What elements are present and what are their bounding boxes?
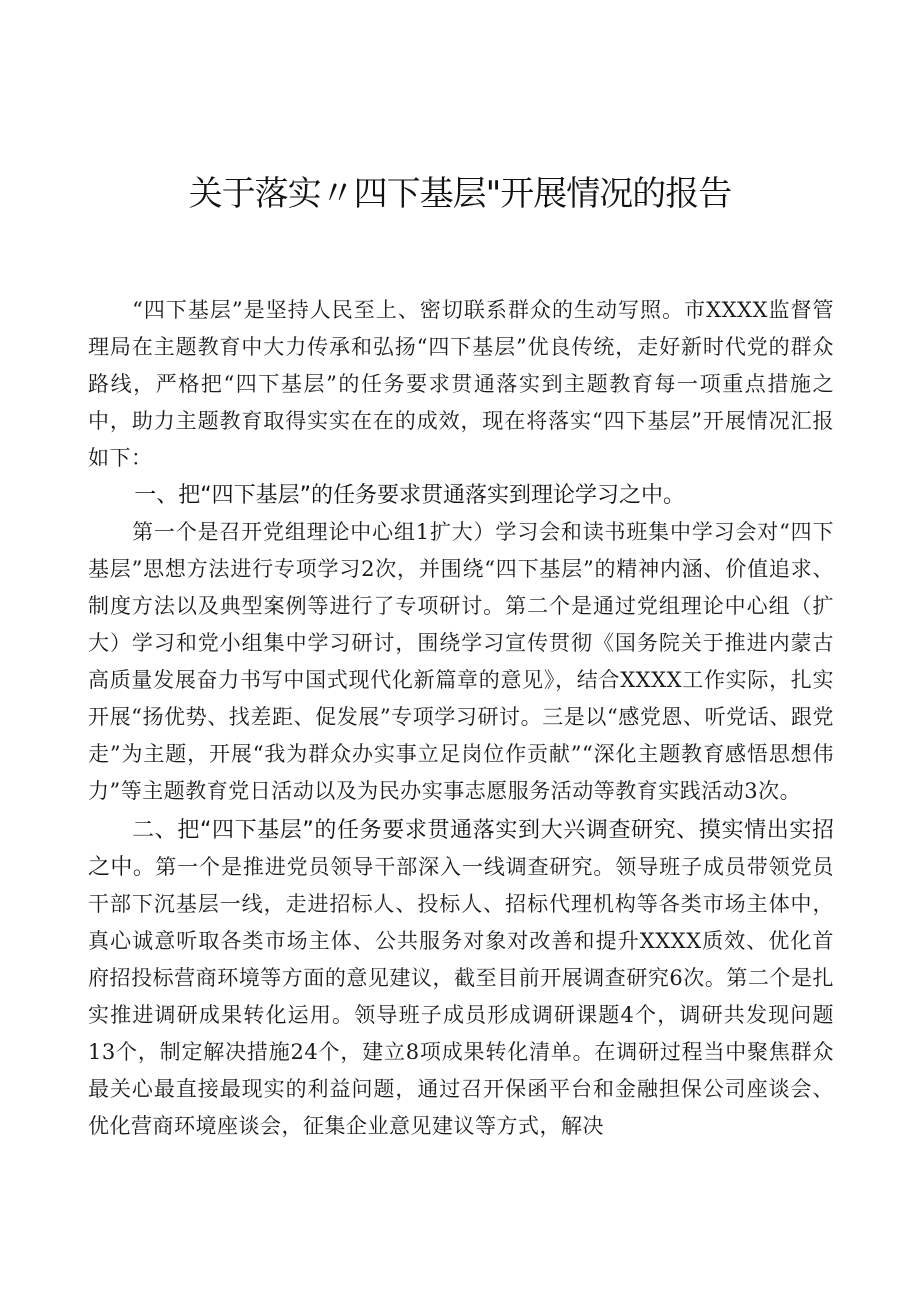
intro-paragraph: “四下基层”是坚持人民至上、密切联系群众的生动写照。市XXXX监督管理局在主题教育中大力传承和弘扬“四下基层”优良传统，走好新时代党的群众路线，严格把“四下基层”的任务要求贯通落实到主题教育每一项重点措施之中，助力主题教育取得实实在在的成效，现在将落实“四下基层”开展情况汇报如下： <box>88 298 834 470</box>
section-1-paragraph: 第一个是召开党组理论中心组1扩大）学习会和读书班集中学习会对“四下基层”思想方法进行专项学习2次，并围绕“四下基层”的精神内涵、价值追求、制度方法以及典型案例等进行了专项研讨。第二个是通过党组理论中心组（扩大）学习和党小组集中学习研讨，围绕学习宣传贯彻《国务院关于推进内蒙古高质量发展奋力书写中国式现代化新篇章的意见》，结合XXXX工作实际，扎实开展“扬优势、找差距、促发展”专项学习研讨。三是以“感党恩、听党话、跟党走”为主题，开展“我为群众办实事立足岗位作贡献”“深化主题教育感悟思想伟力”等主题教育党日活动以及为民办实事志愿服务活动等教育实践活动3次。 <box>88 520 834 803</box>
section-1-heading: 一、把“四下基层”的任务要求贯通落实到理论学习之中。 <box>134 483 685 508</box>
section-2-paragraph <box>88 812 834 1145</box>
document-body <box>88 292 834 1145</box>
section-2-body: 第一个是推进党员领导干部深入一线调查研究。领导班子成员带领党员干部下沉基层一线，走进招标人、投标人、招标代理机构等各类市场主体中，真心诚意听取各类市场主体、公共服务对象对改善和提升XXXX质效、优化首府招投标营商环境等方面的意见建议，截至目前开展调查研究6次。第二个是扎实推进调研成果转化运用。领导班子成员形成调研课题4个，调研共发现问题13个，制定解决措施24个，建立8项成果转化清单。在调研过程当中聚焦群众最关心最直接最现实的利益问题，通过召开保函平台和金融担保公司座谈会、优化营商环境座谈会，征集企业意见建议等方式，解决 <box>88 855 834 1138</box>
document-title: 关于落实〃四下基层"开展情况的报告 <box>188 174 732 214</box>
section-2-heading: 二、把“四下基层”的任务要求贯通落实到大兴调查研究、摸实情出实招之中。 <box>88 818 834 880</box>
